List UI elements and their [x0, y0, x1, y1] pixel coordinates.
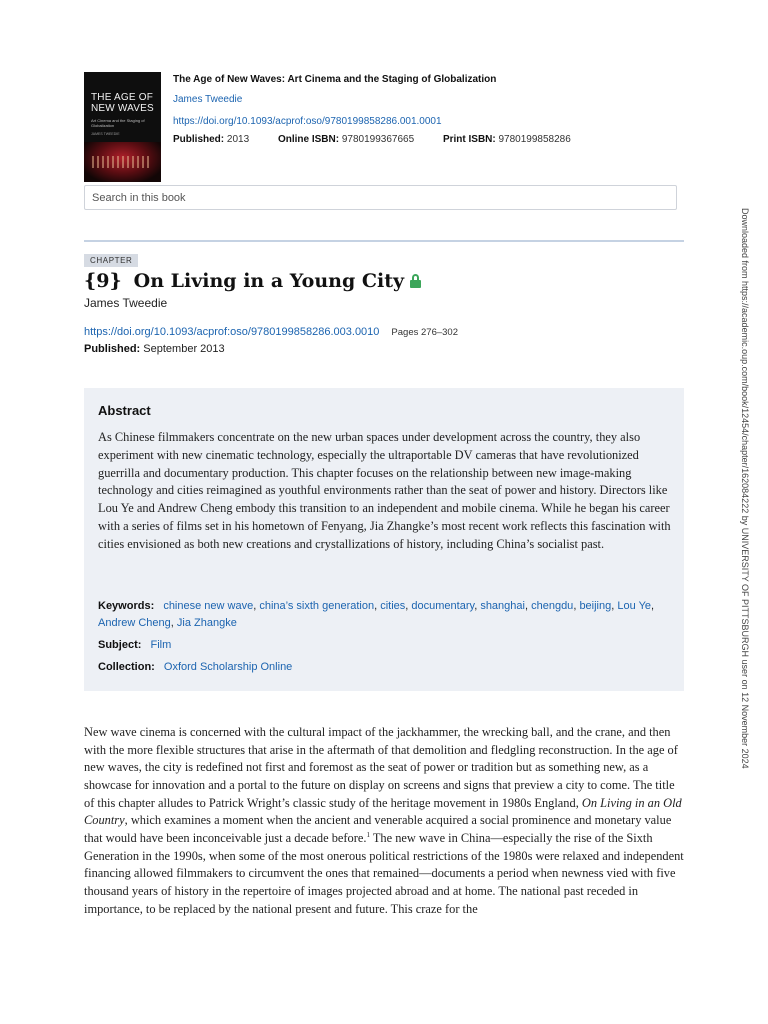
cover-title	[91, 92, 157, 114]
online-isbn-value: 9780199367665	[341, 134, 415, 145]
chapter-badge: CHAPTER	[84, 254, 138, 267]
keyword-link[interactable]: shanghai	[480, 600, 525, 612]
collection-link[interactable]: Oxford Scholarship Online	[163, 661, 293, 673]
book-author-link[interactable]: James Tweedie	[173, 94, 243, 105]
chapter-title	[84, 270, 421, 292]
chapter-pages: Pages 276–302	[391, 327, 458, 338]
download-watermark-text: Downloaded from https://academic.oup.com/book/12454/chapter/162084222 by UNIVERSITY OF PITTSBURGH user on 12 November 2024	[740, 208, 750, 769]
section-divider	[84, 240, 684, 242]
footnote-ref[interactable]: 1	[366, 830, 370, 839]
cover-title-line1: THE AGE OF	[91, 92, 154, 103]
abstract-text: As Chinese filmmakers concentrate on the new urban spaces under development across the country, they also experiment with new cinematic technology, especially the ultraportable DV cameras that have revolutionized guerrilla and documentary production. This chapter focuses on the relationship between new image-making technology and cities reimagined as youthful environments rather than the seat of power and history. Directors like Lou Ye and Andrew Cheng embody this transition to an independent and mobile cinema. While he began his career with a series of films set in his hometown of Fenyang, Jia Zhangke’s most recent work reflects this fascination with cities envisioned as both new creations and crystallizations of history, including China’s socialist past.	[98, 430, 671, 551]
abstract-panel	[84, 388, 684, 691]
body-text-part3: The new wave in China—especially the rise of the Sixth Generation in the 1990s, when some of the most onerous political restrictions of the 1980s were relaxed and independent financing allowed filmmakers to circumvent the ones that remained—documents a period when newness vied with five thousand years of history in the repertoire of images projected abroad and at home. The national past receded in importance, to be replaced by the national present and future. This craze for the	[84, 830, 684, 916]
print-isbn-value: 9780199858286	[498, 134, 571, 145]
keyword-link[interactable]: chengdu	[531, 600, 574, 612]
cover-title-line2: NEW WAVES	[91, 103, 154, 114]
abstract-heading: Abstract	[98, 403, 151, 418]
chapter-published-value: September 2013	[143, 343, 225, 355]
subject-label: Subject:	[98, 639, 142, 651]
body-italic-title: On Living in an Old Country	[84, 795, 682, 828]
keywords-label: Keywords:	[98, 600, 155, 612]
book-title[interactable]: The Age of New Waves: Art Cinema and the Staging of Globalization	[173, 74, 497, 85]
download-watermark	[736, 208, 750, 818]
book-published-label: Published:	[173, 134, 225, 145]
keyword-link[interactable]: china’s sixth generation	[259, 600, 375, 612]
keywords-row: Keywords: chinese new wave, china’s sixth generation, cities, documentary, shanghai, chengdu, beijing, Lou Ye, Andrew Cheng, Jia Zhangke	[98, 600, 655, 629]
print-isbn-label: Print ISBN:	[442, 134, 496, 145]
subject-link[interactable]: Film	[150, 639, 172, 651]
book-published-value: 2013	[226, 134, 250, 145]
chapter-title-text: On Living in a Young City	[133, 270, 405, 292]
book-cover-image[interactable]	[84, 72, 161, 182]
chapter-published	[84, 343, 225, 355]
keyword-link[interactable]: documentary	[411, 600, 475, 612]
collection-row	[98, 659, 673, 676]
keyword-link[interactable]: chinese new wave	[163, 600, 254, 612]
keyword-link[interactable]: Lou Ye	[617, 600, 652, 612]
keyword-link[interactable]: cities	[380, 600, 406, 612]
open-access-lock-icon	[410, 274, 421, 288]
book-doi-link[interactable]: https://doi.org/10.1093/acprof:oso/9780199858286.001.0001	[173, 116, 442, 127]
book-search-input[interactable]	[85, 186, 676, 209]
online-isbn-label: Online ISBN:	[277, 134, 340, 145]
keyword-link[interactable]: Andrew Cheng	[98, 617, 171, 629]
keyword-link[interactable]: Jia Zhangke	[176, 617, 237, 629]
chapter-doi-link[interactable]: https://doi.org/10.1093/acprof:oso/9780199858286.003.0010	[84, 326, 380, 338]
book-publication-info	[173, 134, 571, 145]
cover-subtitle: Art Cinema and the Staging of Globalization	[91, 118, 145, 128]
cover-artwork	[84, 142, 161, 182]
keyword-link[interactable]: beijing	[579, 600, 612, 612]
book-header	[84, 72, 684, 182]
subject-row	[98, 637, 673, 654]
chapter-number: {9}	[84, 270, 122, 292]
chapter-doi-row	[84, 326, 458, 338]
body-text-part2: , which examines a moment when the ancient and venerable acquired a social prominence and monetary value that would have been inconceivable just a decade before.	[84, 813, 672, 845]
cover-author: JAMES TWEEDIE	[91, 132, 120, 136]
chapter-published-label: Published:	[84, 343, 141, 355]
chapter-body-paragraph	[84, 724, 684, 918]
body-text-part1: New wave cinema is concerned with the cultural impact of the jackhammer, the wrecking ball, and the crane, and then with the more flexible structures that arise in the aftermath of that demolition and fledgling reconstruction. In the age of new waves, the city is redefined not first and foremost as the seat of power or tradition but as something new, as a showcase for innovation and a portal to the future on display on screens and signs that preview a city to come. The title of this chapter alludes to Patrick Wright’s classic study of the heritage movement in 1980s England,	[84, 725, 678, 810]
chapter-author: James Tweedie	[84, 296, 168, 310]
book-search-box	[84, 185, 677, 210]
collection-label: Collection:	[98, 661, 155, 673]
